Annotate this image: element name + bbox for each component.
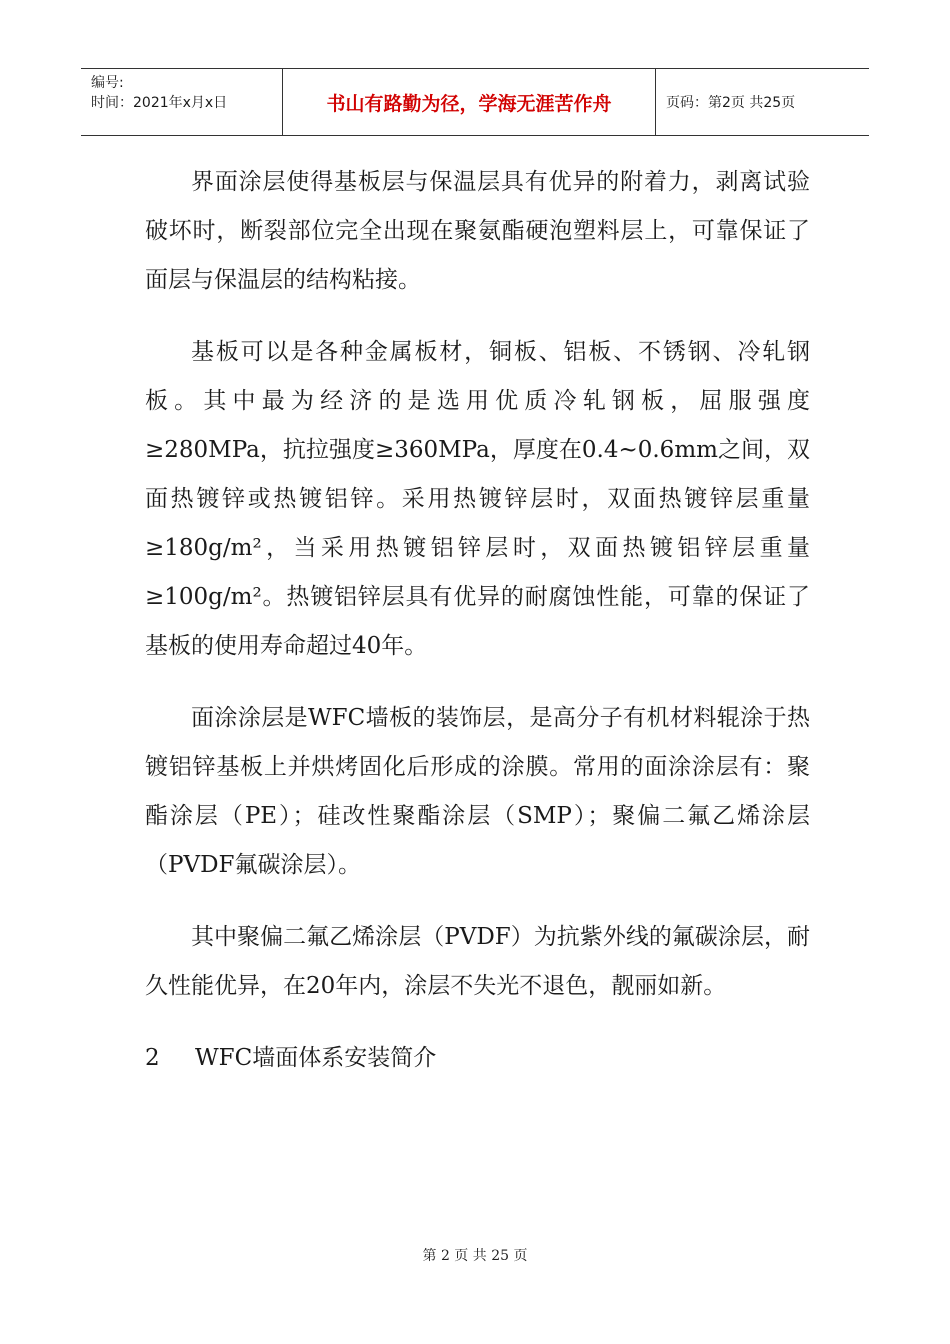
section-number: 2 xyxy=(145,1045,160,1071)
paragraph-pvdf: 其中聚偏二氟乙烯涂层（PVDF）为抗紫外线的氟碳涂层，耐久性能优异，在20年内，涂层不失光不退色，靓丽如新。 xyxy=(145,924,810,999)
date-line: 时间：2021年x月x日 xyxy=(91,95,228,111)
page-header xyxy=(81,68,869,136)
page-footer: 第 2 页 共 25 页 xyxy=(422,1248,528,1264)
header-motto: 书山有路勤为径，学海无涯苦作舟 xyxy=(283,69,656,135)
header-page-info: 页码：第2页 共25页 xyxy=(666,95,796,111)
header-meta xyxy=(81,69,283,135)
paragraph-top-coating: 面涂涂层是WFC墙板的装饰层，是高分子有机材料辊涂于热镀铝锌基板上并烘烤固化后形成的涂膜。常用的面涂涂层有：聚酯涂层（PE）；硅改性聚酯涂层（SMP）；聚偏二氟乙烯涂层（PVDF氟碳涂层）。 xyxy=(145,705,810,878)
section-title: WFC墙面体系安装简介 xyxy=(195,1045,437,1071)
serial-label: 编号: xyxy=(91,75,124,91)
paragraph-substrate: 基板可以是各种金属板材，铜板、铝板、不锈钢、冷轧钢板。其中最为经济的是选用优质冷轧钢板，屈服强度≥280MPa，抗拉强度≥360MPa，厚度在0.4~0.6mm之间，双面热镀锌或热镀铝锌。采用热镀锌层时，双面热镀锌层重量≥180g/m²，当采用热镀铝锌层时，双面热镀铝锌层重量≥100g/m²。热镀铝锌层具有优异的耐腐蚀性能，可靠的保证了基板的使用寿命超过40年。 xyxy=(145,339,810,659)
section-heading xyxy=(145,1034,810,1083)
document-body xyxy=(145,158,810,1083)
paragraph-interface-coating: 界面涂层使得基板层与保温层具有优异的附着力，剥离试验破坏时，断裂部位完全出现在聚氨酯硬泡塑料层上，可靠保证了面层与保温层的结构粘接。 xyxy=(145,169,810,293)
